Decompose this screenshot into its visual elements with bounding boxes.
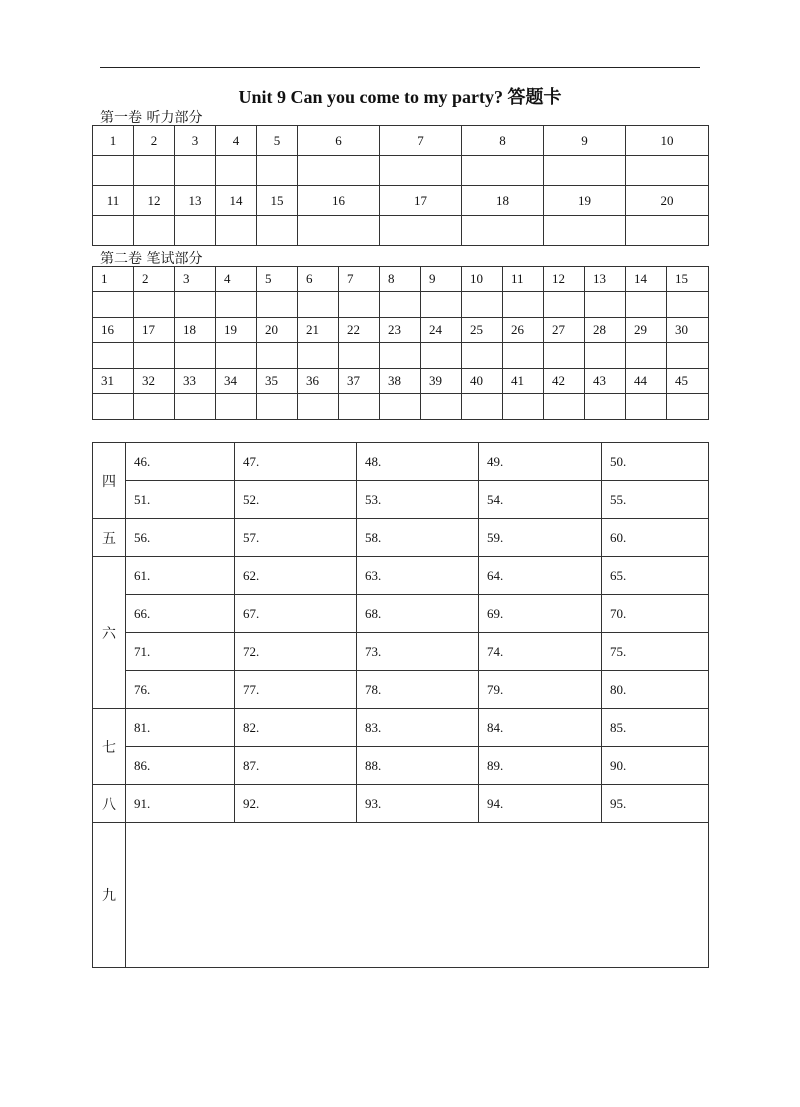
answer-cell[interactable]: 58.	[357, 519, 479, 557]
question-number-cell: 26	[503, 318, 544, 343]
answer-cell[interactable]: 75.	[602, 633, 709, 671]
section-label-cell: 七	[93, 709, 126, 785]
question-number-cell: 24	[421, 318, 462, 343]
question-number-cell: 4	[216, 126, 257, 156]
question-number-cell: 9	[421, 267, 462, 292]
question-number-cell: 38	[380, 369, 421, 394]
question-number-cell: 30	[667, 318, 709, 343]
answer-cell[interactable]	[462, 156, 544, 186]
question-number-cell: 19	[544, 186, 626, 216]
answer-cell[interactable]	[339, 292, 380, 318]
written-sections-table	[92, 442, 709, 968]
answer-cell[interactable]	[257, 216, 298, 246]
question-number-cell: 33	[175, 369, 216, 394]
question-number-cell: 7	[339, 267, 380, 292]
question-number-cell: 18	[462, 186, 544, 216]
question-number-cell: 14	[216, 186, 257, 216]
answer-cell[interactable]	[339, 343, 380, 369]
answer-cell[interactable]: 50.	[602, 443, 709, 481]
question-number-cell: 23	[380, 318, 421, 343]
question-number-cell: 31	[93, 369, 134, 394]
answer-cell[interactable]: 94.	[479, 785, 602, 823]
answer-cell[interactable]: 86.	[126, 747, 235, 785]
writing-area[interactable]	[126, 823, 709, 968]
answer-cell[interactable]: 87.	[235, 747, 357, 785]
answer-cell[interactable]	[134, 292, 175, 318]
answer-cell[interactable]: 90.	[602, 747, 709, 785]
answer-cell[interactable]: 91.	[126, 785, 235, 823]
question-number-cell: 36	[298, 369, 339, 394]
answer-cell[interactable]: 63.	[357, 557, 479, 595]
question-number-cell: 17	[134, 318, 175, 343]
answer-cell[interactable]	[298, 216, 380, 246]
answer-cell[interactable]: 81.	[126, 709, 235, 747]
answer-cell[interactable]	[380, 343, 421, 369]
answer-cell[interactable]: 92.	[235, 785, 357, 823]
answer-cell[interactable]	[626, 292, 667, 318]
answer-cell[interactable]	[298, 343, 339, 369]
answer-cell[interactable]: 70.	[602, 595, 709, 633]
answer-row	[93, 481, 709, 519]
question-number-cell: 3	[175, 126, 216, 156]
question-number-cell: 5	[257, 267, 298, 292]
answer-cell[interactable]: 79.	[479, 671, 602, 709]
answer-cell[interactable]: 71.	[126, 633, 235, 671]
answer-cell[interactable]	[585, 343, 626, 369]
question-number-cell: 21	[298, 318, 339, 343]
answer-cell[interactable]	[503, 343, 544, 369]
answer-cell[interactable]	[339, 394, 380, 420]
answer-cell[interactable]	[421, 343, 462, 369]
answer-cell[interactable]: 67.	[235, 595, 357, 633]
answer-cell[interactable]: 64.	[479, 557, 602, 595]
question-number-cell: 45	[667, 369, 709, 394]
answer-row	[93, 443, 709, 481]
question-number-cell: 1	[93, 267, 134, 292]
question-number-cell: 40	[462, 369, 503, 394]
answer-cell[interactable]	[585, 292, 626, 318]
question-number-cell: 12	[544, 267, 585, 292]
number-row	[93, 369, 709, 394]
answer-cell[interactable]: 62.	[235, 557, 357, 595]
answer-cell[interactable]	[544, 292, 585, 318]
written-answer-table	[92, 266, 709, 420]
question-number-cell: 1	[93, 126, 134, 156]
answer-cell[interactable]	[503, 292, 544, 318]
answer-cell[interactable]: 73.	[357, 633, 479, 671]
section-label-cell: 五	[93, 519, 126, 557]
answer-cell[interactable]	[503, 394, 544, 420]
answer-cell[interactable]: 52.	[235, 481, 357, 519]
answer-cell[interactable]: 85.	[602, 709, 709, 747]
question-number-cell: 15	[667, 267, 709, 292]
answer-cell[interactable]	[175, 394, 216, 420]
answer-cell[interactable]: 88.	[357, 747, 479, 785]
answer-cell[interactable]	[421, 394, 462, 420]
answer-cell[interactable]	[380, 156, 462, 186]
answer-cell[interactable]	[421, 292, 462, 318]
answer-cell[interactable]	[380, 292, 421, 318]
answer-cell[interactable]	[462, 292, 503, 318]
number-row	[93, 318, 709, 343]
answer-cell[interactable]	[257, 343, 298, 369]
answer-cell[interactable]	[544, 216, 626, 246]
answer-row	[93, 747, 709, 785]
question-number-cell: 39	[421, 369, 462, 394]
question-number-cell: 11	[93, 186, 134, 216]
answer-cell[interactable]	[626, 216, 709, 246]
answer-cell[interactable]	[544, 156, 626, 186]
answer-cell[interactable]: 68.	[357, 595, 479, 633]
answer-cell[interactable]: 82.	[235, 709, 357, 747]
answer-cell[interactable]: 95.	[602, 785, 709, 823]
answer-cell[interactable]: 57.	[235, 519, 357, 557]
answer-cell[interactable]	[134, 216, 175, 246]
question-number-cell: 10	[462, 267, 503, 292]
listening-answer-table	[92, 125, 709, 246]
answer-cell[interactable]: 49.	[479, 443, 602, 481]
answer-cell[interactable]	[626, 156, 709, 186]
question-number-cell: 18	[175, 318, 216, 343]
question-number-cell: 2	[134, 267, 175, 292]
answer-cell[interactable]	[462, 343, 503, 369]
question-number-cell: 32	[134, 369, 175, 394]
answer-cell[interactable]	[93, 343, 134, 369]
answer-row	[93, 343, 709, 369]
part1-label: 第一卷 听力部分	[100, 110, 203, 126]
answer-cell[interactable]	[380, 394, 421, 420]
answer-cell[interactable]	[134, 343, 175, 369]
answer-cell[interactable]: 54.	[479, 481, 602, 519]
question-number-cell: 42	[544, 369, 585, 394]
question-number-cell: 22	[339, 318, 380, 343]
answer-cell[interactable]	[175, 343, 216, 369]
answer-cell[interactable]	[216, 394, 257, 420]
answer-cell[interactable]	[462, 394, 503, 420]
question-number-cell: 4	[216, 267, 257, 292]
answer-cell[interactable]: 69.	[479, 595, 602, 633]
answer-cell[interactable]: 46.	[126, 443, 235, 481]
answer-cell[interactable]	[93, 216, 134, 246]
answer-cell[interactable]	[544, 394, 585, 420]
answer-cell[interactable]	[667, 394, 709, 420]
answer-cell[interactable]: 84.	[479, 709, 602, 747]
answer-cell[interactable]	[544, 343, 585, 369]
answer-cell[interactable]	[93, 292, 134, 318]
question-number-cell: 35	[257, 369, 298, 394]
answer-cell[interactable]	[462, 216, 544, 246]
answer-cell[interactable]	[667, 343, 709, 369]
question-number-cell: 16	[93, 318, 134, 343]
answer-cell[interactable]: 78.	[357, 671, 479, 709]
answer-cell[interactable]: 55.	[602, 481, 709, 519]
question-number-cell: 12	[134, 186, 175, 216]
question-number-cell: 20	[257, 318, 298, 343]
answer-cell[interactable]	[216, 292, 257, 318]
question-number-cell: 6	[298, 126, 380, 156]
answer-cell[interactable]	[257, 394, 298, 420]
answer-cell[interactable]: 76.	[126, 671, 235, 709]
answer-cell[interactable]	[175, 216, 216, 246]
question-number-cell: 2	[134, 126, 175, 156]
question-number-cell: 7	[380, 126, 462, 156]
answer-cell[interactable]	[626, 394, 667, 420]
answer-row	[93, 671, 709, 709]
answer-cell[interactable]	[380, 216, 462, 246]
answer-cell[interactable]: 56.	[126, 519, 235, 557]
answer-cell[interactable]	[216, 156, 257, 186]
question-number-cell: 43	[585, 369, 626, 394]
answer-cell[interactable]	[257, 292, 298, 318]
answer-row	[93, 633, 709, 671]
question-number-cell: 19	[216, 318, 257, 343]
answer-cell[interactable]	[298, 156, 380, 186]
answer-row	[93, 557, 709, 595]
question-number-cell: 10	[626, 126, 709, 156]
section-label-cell: 九	[93, 823, 126, 968]
answer-cell[interactable]	[298, 292, 339, 318]
question-number-cell: 6	[298, 267, 339, 292]
answer-cell[interactable]	[175, 156, 216, 186]
answer-row	[93, 292, 709, 318]
answer-cell[interactable]: 83.	[357, 709, 479, 747]
number-row	[93, 186, 709, 216]
page-title: Unit 9 Can you come to my party? 答题卡	[238, 87, 562, 107]
answer-cell[interactable]: 72.	[235, 633, 357, 671]
answer-row	[93, 519, 709, 557]
answer-cell[interactable]: 51.	[126, 481, 235, 519]
question-number-cell: 8	[380, 267, 421, 292]
writing-row	[93, 823, 709, 968]
answer-cell[interactable]: 77.	[235, 671, 357, 709]
question-number-cell: 8	[462, 126, 544, 156]
answer-cell[interactable]: 65.	[602, 557, 709, 595]
answer-cell[interactable]	[93, 156, 134, 186]
question-number-cell: 15	[257, 186, 298, 216]
question-number-cell: 5	[257, 126, 298, 156]
answer-cell[interactable]	[134, 156, 175, 186]
question-number-cell: 16	[298, 186, 380, 216]
answer-row	[93, 709, 709, 747]
question-number-cell: 20	[626, 186, 709, 216]
question-number-cell: 28	[585, 318, 626, 343]
answer-cell[interactable]: 66.	[126, 595, 235, 633]
answer-cell[interactable]: 89.	[479, 747, 602, 785]
question-number-cell: 41	[503, 369, 544, 394]
question-number-cell: 44	[626, 369, 667, 394]
answer-cell[interactable]: 80.	[602, 671, 709, 709]
answer-cell[interactable]	[626, 343, 667, 369]
question-number-cell: 11	[503, 267, 544, 292]
answer-cell[interactable]: 61.	[126, 557, 235, 595]
answer-row	[93, 216, 709, 246]
answer-cell[interactable]	[93, 394, 134, 420]
answer-row	[93, 595, 709, 633]
answer-row	[93, 394, 709, 420]
answer-cell[interactable]: 74.	[479, 633, 602, 671]
question-number-cell: 9	[544, 126, 626, 156]
answer-cell[interactable]: 59.	[479, 519, 602, 557]
question-number-cell: 27	[544, 318, 585, 343]
number-row	[93, 126, 709, 156]
answer-cell[interactable]	[175, 292, 216, 318]
answer-cell[interactable]	[216, 343, 257, 369]
answer-row	[93, 785, 709, 823]
question-number-cell: 13	[175, 186, 216, 216]
answer-cell[interactable]	[667, 292, 709, 318]
question-number-cell: 14	[626, 267, 667, 292]
answer-cell[interactable]: 93.	[357, 785, 479, 823]
answer-cell[interactable]	[216, 216, 257, 246]
question-number-cell: 34	[216, 369, 257, 394]
section-label-cell: 八	[93, 785, 126, 823]
answer-cell[interactable]	[298, 394, 339, 420]
answer-cell[interactable]: 47.	[235, 443, 357, 481]
question-number-cell: 3	[175, 267, 216, 292]
answer-cell[interactable]	[257, 156, 298, 186]
question-number-cell: 25	[462, 318, 503, 343]
answer-cell[interactable]	[585, 394, 626, 420]
answer-cell[interactable]: 48.	[357, 443, 479, 481]
number-row	[93, 267, 709, 292]
question-number-cell: 37	[339, 369, 380, 394]
question-number-cell: 29	[626, 318, 667, 343]
answer-cell[interactable]: 60.	[602, 519, 709, 557]
question-number-cell: 17	[380, 186, 462, 216]
answer-row	[93, 156, 709, 186]
section-label-cell: 四	[93, 443, 126, 519]
answer-cell[interactable]	[134, 394, 175, 420]
part2-label: 第二卷 笔试部分	[100, 251, 203, 267]
question-number-cell: 13	[585, 267, 626, 292]
answer-cell[interactable]: 53.	[357, 481, 479, 519]
section-label-cell: 六	[93, 557, 126, 709]
top-rule	[100, 67, 700, 68]
